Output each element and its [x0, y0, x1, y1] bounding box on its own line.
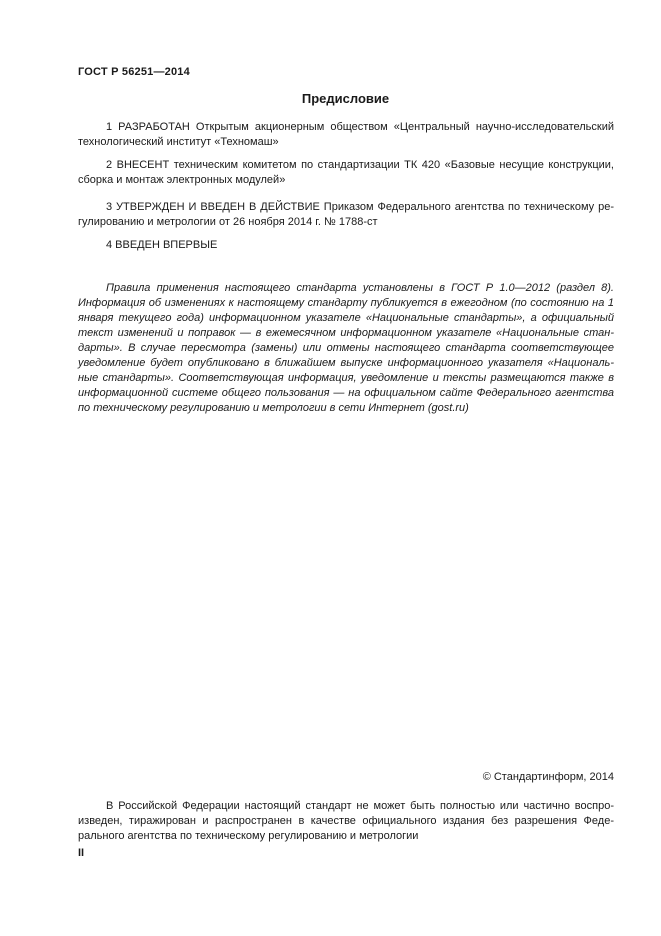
- document-code: ГОСТ Р 56251—2014: [78, 66, 190, 78]
- copyright-notice: © Стандартинформ, 2014: [482, 771, 614, 783]
- page-number: II: [78, 847, 85, 859]
- reproduction-notice: В Российской Федерации настоящий стандарт не может быть полностью или частично воспроизведен, тиражирован и распространен в качестве официального издания без разрешения Федерального агентства по техническому регулированию и метрологии: [78, 800, 614, 842]
- paragraph-first-introduced: 4 ВВЕДЕН ВПЕРВЫЕ: [106, 239, 218, 251]
- page-title: Предисловие: [301, 91, 390, 106]
- paragraph-introduced: 2 ВНЕСЕНТ техническим комитетом по стандартизации ТК 420 «Базовые несущие конструкции, сборка и монтаж электронных модулей»: [78, 159, 614, 186]
- paragraph-developed: 1 РАЗРАБОТАН Открытым акционерным обществом «Центральный научно-исследовательский технологический институт «Техномаш»: [78, 121, 614, 148]
- usage-rules-note: Правила применения настоящего стандарта установлены в ГОСТ Р 1.0—2012 (раздел 8). Информация об изменениях к настоящему стандарту публикуется в ежегодном (по состоянию на 1 января текущего года) информационном указателе «Национальные стандарты», а официальный текст изменений и поправок — в ежемесячном информационном указателе «Национальные стандарты». В случае пересмотра (замены) или отмены настоящего стандарта соответствующее уведомление будет опубликовано в ближайшем выпуске информационного указателя «Национальные стандарты». Соответствующая информация, уведомление и тексты размещаются также в информационной системе общего пользования — на официальном сайте Федерального агентства по техническому регулированию и метрологии в сети Интернет (gost.ru): [78, 282, 614, 414]
- paragraph-approved: 3 УТВЕРЖДЕН И ВВЕДЕН В ДЕЙСТВИЕ Приказом Федерального агентства по техническому регулированию и метрологии от 26 ноября 2014 г. № 1788-ст: [78, 201, 614, 228]
